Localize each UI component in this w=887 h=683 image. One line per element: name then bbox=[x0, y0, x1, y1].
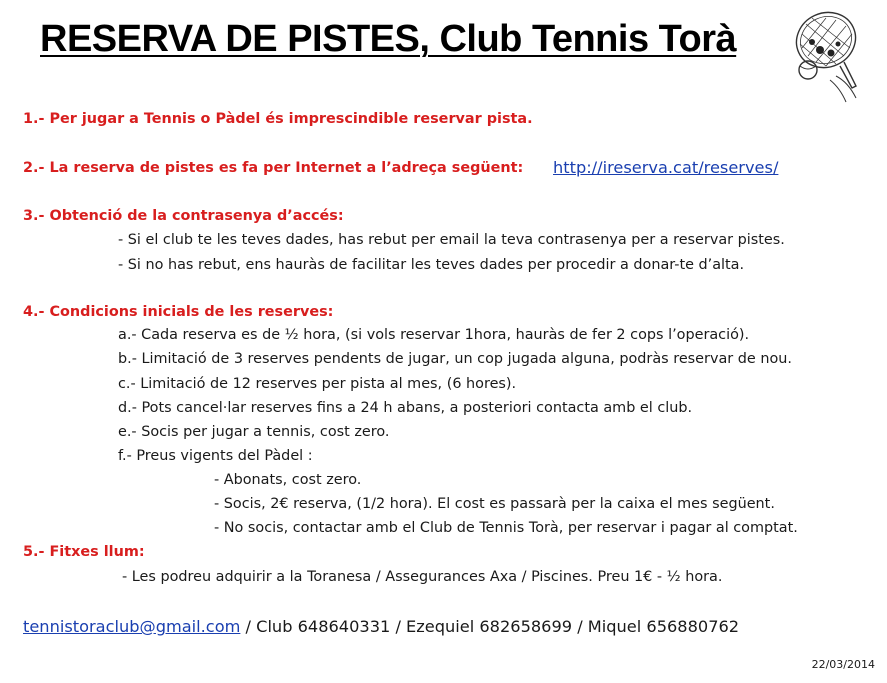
padel-price-socis: - Socis, 2€ reserva, (1/2 hora). El cost es passarà per la caixa el mes següent. bbox=[214, 496, 775, 512]
padel-price-no-socis: - No socis, contactar amb el Club de Tennis Torà, per reservar i pagar al comptat. bbox=[214, 520, 798, 536]
contact-line bbox=[23, 617, 739, 636]
section-4-item-c: c.- Limitació de 12 reserves per pista al mes, (6 hores). bbox=[118, 376, 517, 392]
document-date: 22/03/2014 bbox=[811, 658, 875, 671]
page-title: RESERVA DE PISTES, Club Tennis Torà bbox=[40, 18, 737, 60]
section-4-item-e: e.- Socis per jugar a tennis, cost zero. bbox=[118, 424, 390, 440]
section-4-item-f: f.- Preus vigents del Pàdel : bbox=[118, 448, 313, 464]
section-4-item-b: b.- Limitació de 3 reserves pendents de jugar, un cop jugada alguna, podràs reservar de nou. bbox=[118, 351, 792, 367]
padel-price-abonats: - Abonats, cost zero. bbox=[214, 472, 362, 488]
section-5-line-1: - Les podreu adquirir a la Toranesa / Assegurances Axa / Piscines. Preu 1€ - ½ hora. bbox=[122, 569, 723, 585]
section-4-item-d: d.- Pots cancel·lar reserves fins a 24 h abans, a posteriori contacta amb el club. bbox=[118, 400, 693, 416]
section-5-heading: 5.- Fitxes llum: bbox=[23, 544, 145, 560]
section-2-heading: 2.- La reserva de pistes es fa per Internet a l’adreça següent: bbox=[23, 160, 524, 176]
section-4-heading: 4.- Condicions inicials de les reserves: bbox=[23, 304, 334, 320]
contact-phones: / Club 648640331 / Ezequiel 682658699 / Miquel 656880762 bbox=[240, 617, 740, 636]
section-4-item-a: a.- Cada reserva es de ½ hora, (si vols reservar 1hora, hauràs de fer 2 cops l’operació). bbox=[118, 327, 750, 343]
section-3-line-2: - Si no has rebut, ens hauràs de facilitar les teves dades per procedir a donar-te d’alta. bbox=[118, 257, 745, 273]
section-1-heading: 1.- Per jugar a Tennis o Pàdel és imprescindible reservar pista. bbox=[23, 111, 533, 127]
reservation-link[interactable]: http://ireserva.cat/reserves/ bbox=[553, 158, 779, 177]
tennis-racket-ball-icon bbox=[786, 6, 872, 106]
contact-email-link[interactable]: tennistoraclub@gmail.com bbox=[23, 617, 241, 636]
section-3-heading: 3.- Obtenció de la contrasenya d’accés: bbox=[23, 208, 344, 224]
section-3-line-1: - Si el club te les teves dades, has rebut per email la teva contrasenya per a reservar pistes. bbox=[118, 232, 785, 248]
